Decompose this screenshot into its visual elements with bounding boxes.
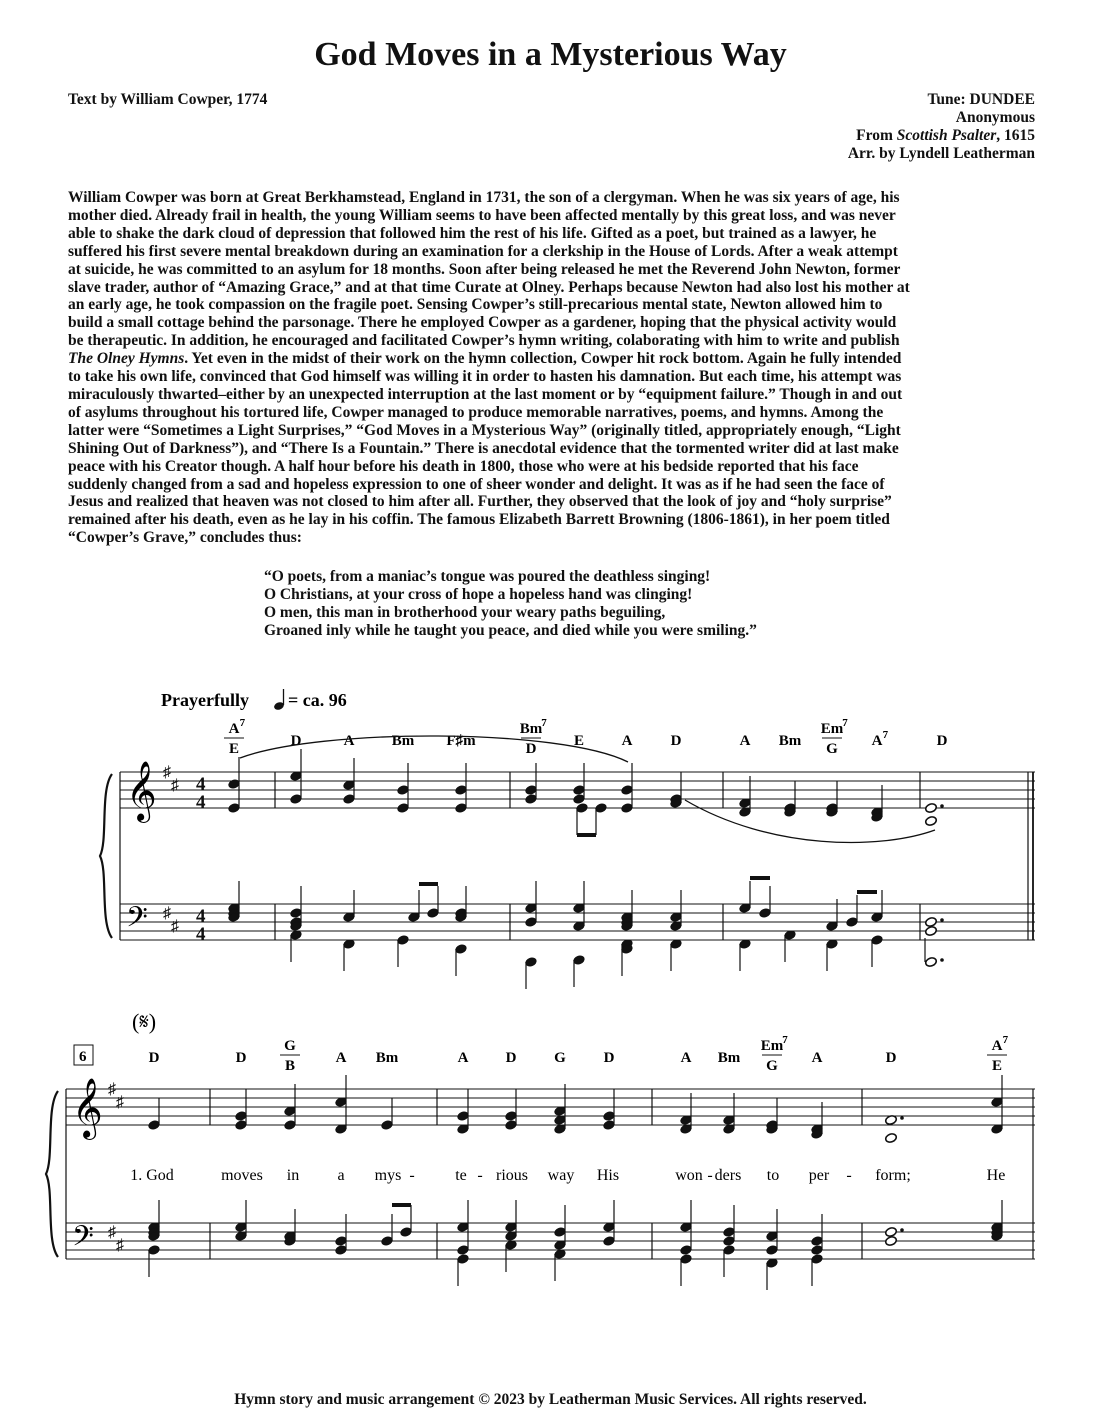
- chord-symbol: Em: [760, 1038, 784, 1054]
- chord-symbol: D: [290, 733, 302, 749]
- note-head: [885, 1235, 898, 1246]
- music-score: [0, 680, 1101, 1310]
- chord-symbol: D: [505, 1050, 517, 1066]
- lyric-syllable: -: [477, 1167, 483, 1184]
- lyric-syllable: ders: [714, 1167, 742, 1184]
- chord-symbol: D: [936, 733, 948, 749]
- lyric-syllable: He: [986, 1167, 1006, 1184]
- treble-clef-icon: 𝄞: [72, 1080, 103, 1137]
- source-line: [848, 127, 1035, 145]
- grand-staff-brace: [46, 1091, 58, 1257]
- svg-text:♯: ♯: [108, 1224, 116, 1241]
- chord-symbol: Bm: [375, 1050, 399, 1066]
- story-line: an early age, he took compassion on the fragile poet. Sensing Cowper’s still-precarious mental state, Newton allowed him to: [68, 296, 883, 314]
- chord-bass-note: E: [228, 741, 240, 757]
- story-line: William Cowper was born at Great Berkhamstead, England in 1731, the son of a clergyman. When he was six years of age, his: [68, 189, 900, 206]
- story-line: suffered his first severe mental breakdown during an examination for a clerkship in the House of Lords. After a weak attempt: [68, 242, 898, 260]
- time-signature: [196, 774, 206, 945]
- story-line: be therapeutic. In addition, he encouraged and facilitated Cowper’s hymn writing, colaborating with him to write and publish: [68, 332, 900, 350]
- svg-text:4: 4: [196, 792, 206, 813]
- grand-staff-brace: [100, 774, 112, 938]
- quarter-note-icon: [273, 689, 285, 711]
- augmentation-dot: [940, 958, 944, 962]
- lyric-syllable: rious: [496, 1167, 528, 1184]
- system1-chord-symbols: [224, 717, 948, 757]
- lyric-syllable: a: [337, 1167, 345, 1184]
- lyric-syllable: moves: [221, 1167, 263, 1184]
- source-prefix: From: [856, 127, 897, 144]
- chord-symbol: A: [811, 1050, 823, 1066]
- svg-text:♯: ♯: [108, 1081, 116, 1098]
- lyric-syllable: -: [409, 1167, 415, 1184]
- chord-bass-note: G: [826, 741, 838, 757]
- note-head: [925, 916, 938, 927]
- chord-extension: 7: [1002, 1034, 1009, 1046]
- svg-text:4: 4: [196, 906, 206, 927]
- note-head: [885, 1226, 898, 1237]
- svg-text:♯: ♯: [171, 777, 179, 794]
- chord-symbol: A: [457, 1050, 469, 1066]
- chord-symbol: Bm: [519, 721, 543, 737]
- svg-text:4: 4: [196, 774, 206, 795]
- system2-chord-symbols: [149, 1034, 1009, 1074]
- chord-symbol: Bm: [778, 733, 802, 749]
- lyric-syllable: way: [547, 1167, 575, 1184]
- arranger: Arr. by Lyndell Leatherman: [847, 145, 1035, 162]
- chord-bass-note: B: [284, 1058, 296, 1074]
- chord-extension: 7: [782, 1034, 788, 1046]
- lyric-syllable: won: [675, 1167, 703, 1184]
- story-line: remained after his death, even as he lay in his coffin. The famous Elizabeth Barrett Browning (1806-1861), in her poem titled: [68, 511, 890, 529]
- chord-symbol: A: [680, 1050, 692, 1066]
- lyric-syllable: form;: [875, 1167, 911, 1184]
- poem-quote: [264, 568, 757, 640]
- chord-symbol: A: [228, 721, 240, 737]
- story-line: to take his own life, convinced that God himself was willing it in order to hasten his damnation. But each time, his attempt was: [68, 368, 902, 386]
- tune-credits: [848, 91, 1035, 163]
- chord-symbol: D: [670, 733, 682, 749]
- olney-hymns-title: The Olney Hymns: [68, 350, 185, 368]
- note-head: [885, 1132, 898, 1143]
- chord-extension: 7: [239, 717, 246, 729]
- chord-symbol: D: [603, 1050, 615, 1066]
- chord-extension: 7: [842, 717, 848, 729]
- lyric-syllable: -: [707, 1167, 713, 1184]
- chord-symbol: G: [284, 1038, 296, 1054]
- hymn-story: [68, 189, 1038, 547]
- measure-number: 6: [79, 1049, 87, 1065]
- source-title: Scottish Psalter: [896, 127, 997, 144]
- story-line: at suicide, he was committed to an asylum for 18 months. Soon after being released he met the Reverend John Newton, former: [68, 260, 901, 278]
- composer: Anonymous: [955, 109, 1035, 126]
- story-line: “Cowper’s Grave,” concludes thus:: [68, 529, 302, 547]
- chord-symbol: F♯m: [446, 733, 476, 749]
- lyric-syllable: in: [286, 1167, 300, 1184]
- source-year: , 1615: [996, 127, 1035, 144]
- story-line-rest: . Yet even in the midst of their work on the hymn collection, Cowper hit rock bottom. Again he fully intended: [184, 350, 902, 368]
- svg-text:♯: ♯: [163, 905, 171, 922]
- tempo-value: = ca. 96: [288, 690, 347, 710]
- bass-clef-icon: 𝄢: [126, 903, 148, 940]
- story-line: latter were “Sometimes a Light Surprises,” “God Moves in a Mysterious Way” (originally titled, appropriately enough, “Light: [68, 421, 901, 439]
- hymn-title: God Moves in a Mysterious Way: [314, 36, 787, 73]
- chord-symbol: D: [885, 1050, 897, 1066]
- svg-text:♯: ♯: [171, 918, 179, 935]
- story-line: miraculously thwarted–either by an unexpected interruption at the last moment or by “equipment failure.” Though in and out: [68, 385, 903, 403]
- story-line: suddenly changed from a sad and hopeless expression to one of sheer wonder and delight. It was as if he had seen the face of: [68, 475, 885, 493]
- poem-line: “O poets, from a maniac’s tongue was poured the deathless singing!: [264, 568, 711, 585]
- svg-text:♯: ♯: [116, 1237, 124, 1254]
- segno-icon: (𝄋): [132, 1009, 157, 1034]
- tempo-word: Prayerfully: [161, 690, 249, 710]
- story-line: Shining Out of Darkness”), and “There Is a Fountain.” There is anecdotal evidence that the tormented writer did at last make: [68, 439, 899, 457]
- story-line: peace with his Creator though. A half hour before his death in 1800, those who were at his bedside reported that his face: [68, 457, 859, 475]
- chord-bass-note: E: [991, 1058, 1003, 1074]
- augmentation-dot: [940, 804, 944, 808]
- story-line: able to shake the dark cloud of depression that followed him the rest of his life. Gifted as a poet, but trained as a lawyer, he: [68, 224, 877, 242]
- note-head: [925, 925, 938, 936]
- text-credit: Text by William Cowper, 1774: [68, 91, 268, 108]
- treble-clef-icon: 𝄞: [126, 763, 157, 820]
- augmentation-dot: [900, 1228, 904, 1232]
- augmentation-dot: [940, 918, 944, 922]
- lyric-syllable: -: [846, 1167, 852, 1184]
- poem-line: Groaned inly while he taught you peace, and died while you were smiling.”: [264, 622, 757, 639]
- lyric-syllable: 1. God: [130, 1167, 174, 1184]
- chord-symbol: Bm: [391, 733, 415, 749]
- poem-line: O Christians, at your cross of hope a hopeless hand was clinging!: [264, 586, 693, 603]
- bass-clef-icon: 𝄢: [72, 1222, 94, 1259]
- lyric-syllable: te: [455, 1167, 467, 1184]
- lyric-syllable: to: [766, 1167, 780, 1184]
- story-line: of asylums throughout his tortured life, Cowper managed to produce memorable narratives, poems, and hymns. Among the: [68, 403, 884, 421]
- story-line: slave trader, author of “Amazing Grace,” and at that time Curate at Olney. Perhaps because Newton had also lost his mother at: [68, 278, 910, 296]
- note-head: [925, 802, 938, 813]
- chord-extension: 7: [882, 729, 889, 741]
- chord-symbol: A: [871, 733, 883, 749]
- augmentation-dot: [900, 1116, 904, 1120]
- lyric-syllable: His: [596, 1167, 620, 1184]
- chord-symbol: A: [739, 733, 751, 749]
- chord-bass-note: D: [525, 741, 537, 757]
- lyric-syllable: mys: [374, 1167, 402, 1184]
- story-line: build a small cottage behind the parsonage. There he employed Cowper as a gardener, hoping that the physical activity would: [68, 314, 897, 332]
- svg-text:♯: ♯: [116, 1094, 124, 1111]
- note-head: [925, 956, 938, 967]
- chord-bass-note: G: [766, 1058, 778, 1074]
- chord-extension: 7: [541, 717, 547, 729]
- chord-symbol: E: [573, 733, 585, 749]
- chord-symbol: A: [343, 733, 355, 749]
- copyright-footer: Hymn story and music arrangement © 2023 by Leatherman Music Services. All rights reserved.: [234, 1391, 867, 1408]
- chord-symbol: A: [621, 733, 633, 749]
- poem-line: O men, this man in brotherhood your weary paths beguiling,: [264, 604, 666, 621]
- lyric-syllable: per: [808, 1167, 830, 1184]
- story-line: Jesus and realized that heaven was not closed to him after all. Further, they observed that the look of joy and “holy surprise”: [68, 493, 892, 511]
- chord-symbol: D: [148, 1050, 160, 1066]
- chord-symbol: D: [235, 1050, 247, 1066]
- chord-symbol: A: [335, 1050, 347, 1066]
- system1-notes: [228, 749, 944, 989]
- chord-symbol: G: [554, 1050, 566, 1066]
- svg-text:4: 4: [196, 924, 206, 945]
- lyrics-verse-1: [130, 1167, 1005, 1184]
- tune-name: Tune: DUNDEE: [927, 91, 1035, 108]
- chord-symbol: Em: [820, 721, 844, 737]
- svg-text:♯: ♯: [163, 764, 171, 781]
- chord-symbol: A: [991, 1038, 1003, 1054]
- story-line: [68, 350, 1038, 368]
- story-line: mother died. Already frail in health, the young William seems to have been affected mentally by this great loss, and was never: [68, 206, 896, 224]
- note-head: [925, 815, 938, 826]
- chord-symbol: Bm: [717, 1050, 741, 1066]
